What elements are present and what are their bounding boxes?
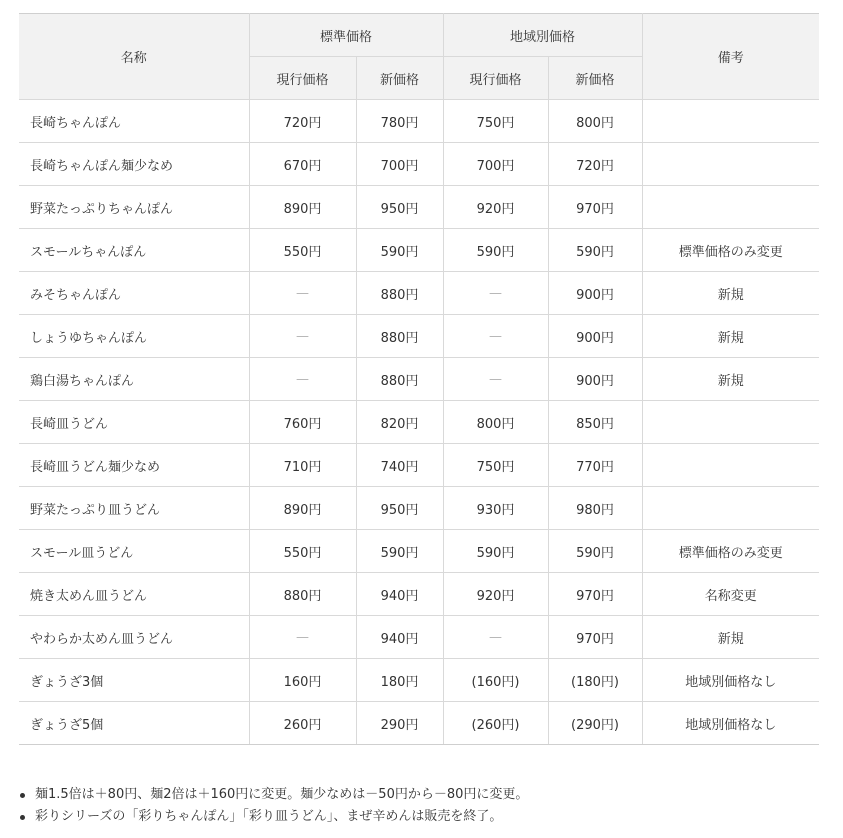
cell-standard-current: 880円 bbox=[249, 573, 356, 616]
cell-remarks: 新規 bbox=[642, 315, 819, 358]
cell-standard-current: 890円 bbox=[249, 487, 356, 530]
cell-standard-current: — bbox=[249, 315, 356, 358]
cell-regional-current: — bbox=[443, 616, 548, 659]
notes-list bbox=[19, 787, 819, 831]
table-row bbox=[19, 272, 819, 315]
note-text: 彩りシリーズの「彩りちゃんぽん」「彩り皿うどん」、まぜ辛めんは販売を終了。 bbox=[35, 809, 503, 824]
cell-regional-new: 850円 bbox=[548, 401, 642, 444]
cell-remarks: 新規 bbox=[642, 358, 819, 401]
cell-name: 長崎皿うどん麺少なめ bbox=[19, 444, 249, 487]
cell-regional-new: 980円 bbox=[548, 487, 642, 530]
cell-remarks: 新規 bbox=[642, 616, 819, 659]
cell-regional-new: 590円 bbox=[548, 229, 642, 272]
cell-regional-new: 970円 bbox=[548, 186, 642, 229]
cell-regional-current: — bbox=[443, 315, 548, 358]
note-text: 麺1.5倍は＋80円、麺2倍は＋160円に変更。麺少なめは－50円から－80円に変更。 bbox=[35, 787, 529, 802]
cell-regional-current: 750円 bbox=[443, 444, 548, 487]
table-row bbox=[19, 530, 819, 573]
price-table-container bbox=[19, 13, 819, 745]
cell-standard-current: 550円 bbox=[249, 229, 356, 272]
table-row bbox=[19, 229, 819, 272]
cell-name: ぎょうざ3個 bbox=[19, 659, 249, 702]
cell-regional-current: — bbox=[443, 272, 548, 315]
cell-regional-current: 920円 bbox=[443, 186, 548, 229]
cell-name: やわらか太めん皿うどん bbox=[19, 616, 249, 659]
cell-standard-current: — bbox=[249, 616, 356, 659]
table-row bbox=[19, 315, 819, 358]
cell-remarks bbox=[642, 100, 819, 143]
cell-regional-new: 900円 bbox=[548, 272, 642, 315]
cell-standard-current: 890円 bbox=[249, 186, 356, 229]
cell-regional-current: 590円 bbox=[443, 530, 548, 573]
cell-regional-new: 900円 bbox=[548, 315, 642, 358]
cell-name: みそちゃんぽん bbox=[19, 272, 249, 315]
cell-standard-new: 880円 bbox=[356, 358, 443, 401]
cell-standard-new: 290円 bbox=[356, 702, 443, 745]
cell-name: 長崎皿うどん bbox=[19, 401, 249, 444]
cell-remarks: 標準価格のみ変更 bbox=[642, 229, 819, 272]
cell-regional-new: 800円 bbox=[548, 100, 642, 143]
cell-regional-current: 930円 bbox=[443, 487, 548, 530]
cell-standard-new: 780円 bbox=[356, 100, 443, 143]
header-remarks: 備考 bbox=[642, 14, 819, 100]
cell-standard-new: 880円 bbox=[356, 315, 443, 358]
cell-regional-new: 900円 bbox=[548, 358, 642, 401]
cell-regional-current: — bbox=[443, 358, 548, 401]
cell-standard-new: 940円 bbox=[356, 616, 443, 659]
cell-name: 焼き太めん皿うどん bbox=[19, 573, 249, 616]
note-item bbox=[19, 809, 819, 831]
cell-standard-new: 700円 bbox=[356, 143, 443, 186]
table-row bbox=[19, 444, 819, 487]
cell-remarks: 名称変更 bbox=[642, 573, 819, 616]
cell-standard-current: 760円 bbox=[249, 401, 356, 444]
cell-standard-new: 950円 bbox=[356, 487, 443, 530]
cell-regional-new: (180円) bbox=[548, 659, 642, 702]
bullet-icon bbox=[20, 793, 25, 798]
cell-regional-new: 590円 bbox=[548, 530, 642, 573]
cell-regional-new: 770円 bbox=[548, 444, 642, 487]
cell-regional-new: 720円 bbox=[548, 143, 642, 186]
cell-standard-new: 950円 bbox=[356, 186, 443, 229]
cell-name: 長崎ちゃんぽん麺少なめ bbox=[19, 143, 249, 186]
cell-standard-new: 590円 bbox=[356, 229, 443, 272]
header-standard-current: 現行価格 bbox=[249, 57, 356, 100]
cell-standard-current: 550円 bbox=[249, 530, 356, 573]
cell-remarks bbox=[642, 401, 819, 444]
cell-remarks: 地域別価格なし bbox=[642, 659, 819, 702]
header-standard-new: 新価格 bbox=[356, 57, 443, 100]
table-row bbox=[19, 573, 819, 616]
header-name: 名称 bbox=[19, 14, 249, 100]
header-regional-price: 地域別価格 bbox=[443, 14, 642, 57]
cell-regional-current: 700円 bbox=[443, 143, 548, 186]
cell-standard-current: 160円 bbox=[249, 659, 356, 702]
table-row bbox=[19, 358, 819, 401]
cell-remarks bbox=[642, 487, 819, 530]
table-row bbox=[19, 616, 819, 659]
cell-name: スモール皿うどん bbox=[19, 530, 249, 573]
cell-name: ぎょうざ5個 bbox=[19, 702, 249, 745]
cell-standard-current: 710円 bbox=[249, 444, 356, 487]
header-regional-current: 現行価格 bbox=[443, 57, 548, 100]
note-item bbox=[19, 787, 819, 809]
cell-standard-current: — bbox=[249, 272, 356, 315]
table-row bbox=[19, 659, 819, 702]
cell-regional-current: 590円 bbox=[443, 229, 548, 272]
cell-remarks bbox=[642, 143, 819, 186]
cell-regional-current: 800円 bbox=[443, 401, 548, 444]
cell-regional-current: (160円) bbox=[443, 659, 548, 702]
cell-standard-new: 740円 bbox=[356, 444, 443, 487]
cell-standard-new: 590円 bbox=[356, 530, 443, 573]
cell-name: 野菜たっぷりちゃんぽん bbox=[19, 186, 249, 229]
cell-regional-new: 970円 bbox=[548, 573, 642, 616]
header-standard-price: 標準価格 bbox=[249, 14, 443, 57]
cell-standard-new: 880円 bbox=[356, 272, 443, 315]
cell-name: 長崎ちゃんぽん bbox=[19, 100, 249, 143]
table-row bbox=[19, 702, 819, 745]
cell-remarks bbox=[642, 186, 819, 229]
cell-standard-current: 260円 bbox=[249, 702, 356, 745]
cell-standard-current: 670円 bbox=[249, 143, 356, 186]
price-table bbox=[19, 13, 819, 745]
cell-standard-current: 720円 bbox=[249, 100, 356, 143]
cell-standard-current: — bbox=[249, 358, 356, 401]
table-row bbox=[19, 100, 819, 143]
cell-regional-new: 970円 bbox=[548, 616, 642, 659]
cell-regional-new: (290円) bbox=[548, 702, 642, 745]
cell-regional-current: 750円 bbox=[443, 100, 548, 143]
table-row bbox=[19, 143, 819, 186]
table-row bbox=[19, 401, 819, 444]
table-row bbox=[19, 487, 819, 530]
bullet-icon bbox=[20, 815, 25, 820]
header-row-top bbox=[19, 14, 819, 57]
header-regional-new: 新価格 bbox=[548, 57, 642, 100]
cell-standard-new: 180円 bbox=[356, 659, 443, 702]
cell-remarks: 新規 bbox=[642, 272, 819, 315]
table-row bbox=[19, 186, 819, 229]
cell-regional-current: (260円) bbox=[443, 702, 548, 745]
table-body bbox=[19, 100, 819, 745]
cell-standard-new: 820円 bbox=[356, 401, 443, 444]
cell-name: しょうゆちゃんぽん bbox=[19, 315, 249, 358]
cell-remarks: 標準価格のみ変更 bbox=[642, 530, 819, 573]
cell-name: 鶏白湯ちゃんぽん bbox=[19, 358, 249, 401]
cell-name: スモールちゃんぽん bbox=[19, 229, 249, 272]
cell-name: 野菜たっぷり皿うどん bbox=[19, 487, 249, 530]
cell-standard-new: 940円 bbox=[356, 573, 443, 616]
cell-remarks: 地域別価格なし bbox=[642, 702, 819, 745]
cell-regional-current: 920円 bbox=[443, 573, 548, 616]
cell-remarks bbox=[642, 444, 819, 487]
